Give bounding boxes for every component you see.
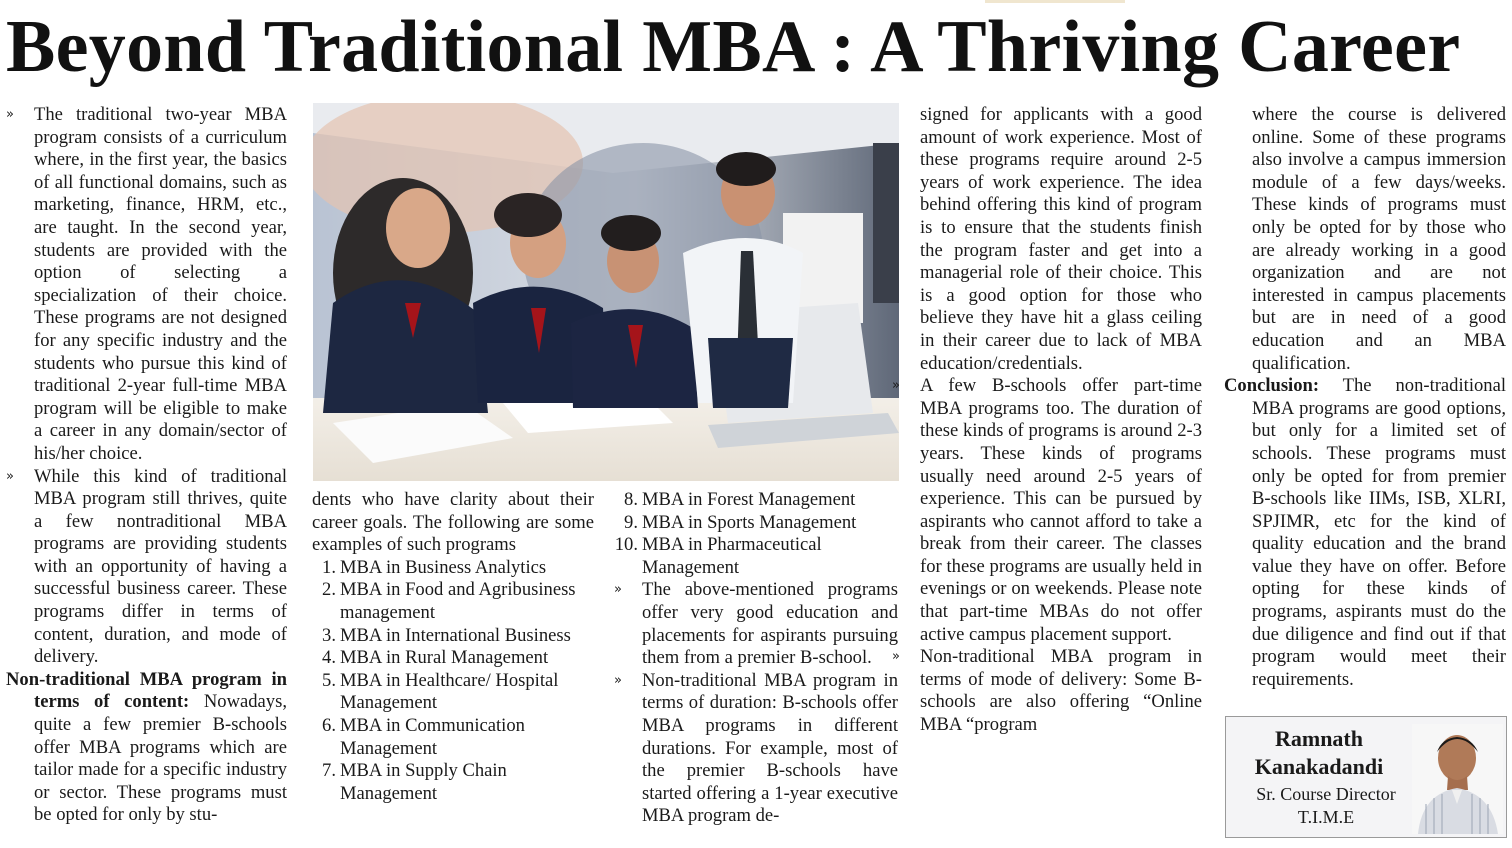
list-item: 2. MBA in Food and Agribusiness management	[322, 579, 576, 623]
bullet-arrow-icon: »	[614, 582, 619, 598]
column-5	[1224, 104, 1506, 691]
section-heading-conclusion: Conclusion:	[1224, 375, 1320, 397]
bullet-arrow-icon: »	[6, 468, 11, 484]
list-item: 7. MBA in Supply Chain Management	[322, 760, 507, 804]
list-item: 4. MBA in Rural Management	[322, 647, 549, 669]
author-portrait-icon	[1412, 724, 1503, 834]
bullet-arrow-icon: »	[614, 672, 619, 688]
classroom-photo-icon	[313, 103, 899, 481]
column-2	[312, 489, 594, 805]
list-item: 1. MBA in Business Analytics	[322, 556, 547, 578]
paragraph-online: » Non-traditional MBA program in terms of mode of delivery: Some B-schools are also offering “Online MBA “program	[892, 646, 1202, 736]
list-item: 9. MBA in Sports Management	[624, 511, 857, 533]
paragraph-conclusion: Conclusion: The non-traditional MBA programs are good options, but only for a limited set of schools. These programs must only be opted for from premier B-schools like IIMs, ISB, XLRI, SPJIMR, etc for the kind of quality education and the brand value they have on offer. Before opting for these kinds of programs, aspirants must do the due diligence and find out if that program would meet their requirements.	[1224, 375, 1506, 690]
paragraph-online-cont: where the course is delivered online. Some of these programs also involve a campus immersion module of a few days/weeks. These kinds of programs must only be opted for by those who are already working in a good organization and are not interested in campus placements but are in need of a good education and an MBA qualification.	[1252, 104, 1506, 374]
section-heading-content: Non-traditional MBA program in terms of content:	[6, 668, 287, 713]
list-item: 8. MBA in Forest Management	[624, 489, 856, 510]
classroom-photo	[313, 103, 899, 481]
author-box	[1225, 716, 1507, 838]
paragraph-executive: signed for applicants with a good amount of work experience. Most of these programs require around 2-5 years of work experience. The idea behind offering this kind of program is to ensure that the students finish the program faster and get into a managerial role of their choice. This is a good option for those who believe they have hit a glass ceiling in their career due to lack of MBA education/credentials.	[920, 104, 1202, 374]
list-item: 6. MBA in Communication Management	[322, 714, 525, 759]
programs-list-part2	[614, 489, 898, 579]
headline: Beyond Traditional MBA : A Thriving Career	[6, 6, 1461, 88]
list-item: 3. MBA in International Business	[322, 624, 571, 646]
paragraph-nontraditional: » While this kind of traditional MBA program still thrives, quite a few nontraditional MBA programs are providing students with an opportunity of having a successful business career. These programs differ in terms of content, duration, and mode of delivery.	[6, 465, 287, 668]
list-item: 5. MBA in Healthcare/ Hospital Management	[322, 669, 559, 714]
bullet-arrow-icon: »	[892, 378, 897, 394]
list-item: 10. MBA in Pharmaceutical Management	[614, 534, 822, 578]
author-name: Ramnath Kanakadandi	[1254, 726, 1384, 779]
column-4	[892, 104, 1202, 737]
paragraph-placements: » The above-mentioned programs offer very good education and placements for aspirants pursuing them from a premier B-school.	[614, 579, 898, 669]
column-3	[614, 489, 898, 828]
paragraph-content: Non-traditional MBA program in terms of content: Nowadays, quite a few premier B-schools offer MBA programs which are tailor made for a specific industry or sector. These programs must be opted for only by stu-	[6, 668, 287, 826]
paragraph-duration: » Non-traditional MBA program in terms of duration: B-schools offer MBA programs in different durations. For example, most of the premier B-schools have started offering a 1-year executive MBA program de-	[614, 669, 898, 827]
paragraph-part-time: » A few B-schools offer part-time MBA programs too. The duration of these kinds of programs is around 2-3 years. These kinds of programs usually need around 2-5 years of experience. This can be pursued by aspirants who cannot afford to take a break from their career. The classes for these programs are usually held in evenings or on weekends. Please note that part-time MBAs do not offer active campus placement support.	[892, 375, 1202, 645]
author-designation: Sr. Course Director T.I.M.E	[1256, 784, 1396, 827]
programs-list-part1	[312, 557, 594, 806]
bullet-arrow-icon: »	[6, 107, 11, 122]
column-1	[6, 104, 287, 827]
bullet-arrow-icon: »	[892, 649, 897, 665]
paragraph-continued: dents who have clarity about their career goals. The following are some examples of such programs	[312, 489, 594, 556]
paragraph-intro: » The traditional two-year MBA program consists of a curriculum where, in the first year, the basics of all functional domains, such as marketing, finance, HRM, etc., are taught. In the second year, students are provided with the option of selecting a specialization of their choice. These programs are not designed for any specific industry and the students who pursue this kind of traditional 2-year full-time MBA program will be eligible to make a career in any domain/sector of his/her choice.	[6, 104, 287, 464]
